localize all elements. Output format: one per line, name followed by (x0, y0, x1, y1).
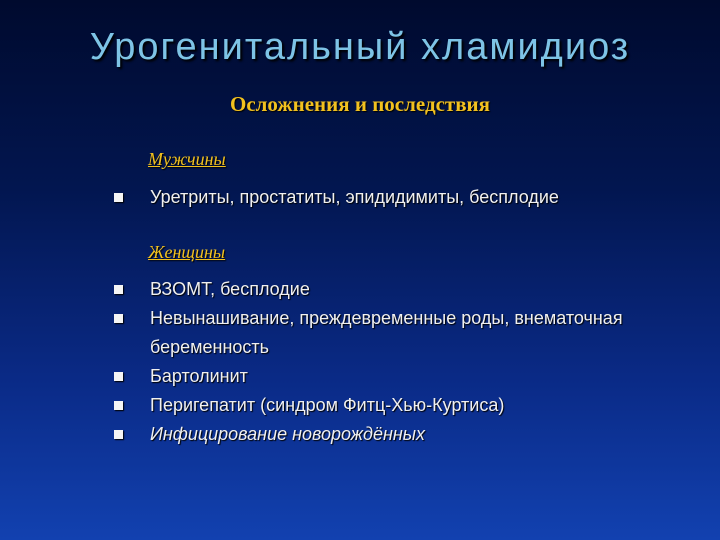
square-bullet-icon (114, 285, 123, 294)
square-bullet-icon (114, 372, 123, 381)
list-item-text: Уретриты, простатиты, эпидидимиты, бесплодие (150, 187, 559, 207)
slide-title: Урогенитальный хламидиоз (89, 26, 631, 68)
square-bullet-icon (114, 401, 123, 410)
square-bullet-icon (114, 193, 123, 202)
list-item-text: Перигепатит (синдром Фитц-Хью-Куртиса) (150, 395, 505, 415)
list-item (112, 275, 672, 304)
slide-subtitle: Осложнения и последствия (229, 92, 491, 116)
list-item-text: Бартолинит (150, 366, 248, 386)
list-item (112, 391, 672, 420)
section-label-men: Мужчины (148, 149, 226, 169)
square-bullet-icon (114, 314, 123, 323)
list-item-text: Инфицирование новорождённых (150, 424, 426, 444)
list-item-text: ВЗОМТ, бесплодие (150, 279, 310, 299)
list-item-text: Невынашивание, преждевременные роды, внематочная беременность (150, 308, 623, 357)
list-item (112, 304, 672, 362)
list-item (112, 183, 672, 212)
bullet-list-men (112, 183, 672, 212)
square-bullet-icon (114, 430, 123, 439)
bullet-list-women (112, 275, 672, 449)
section-label-women: Женщины (148, 242, 226, 262)
list-item (112, 420, 672, 449)
list-item (112, 362, 672, 391)
